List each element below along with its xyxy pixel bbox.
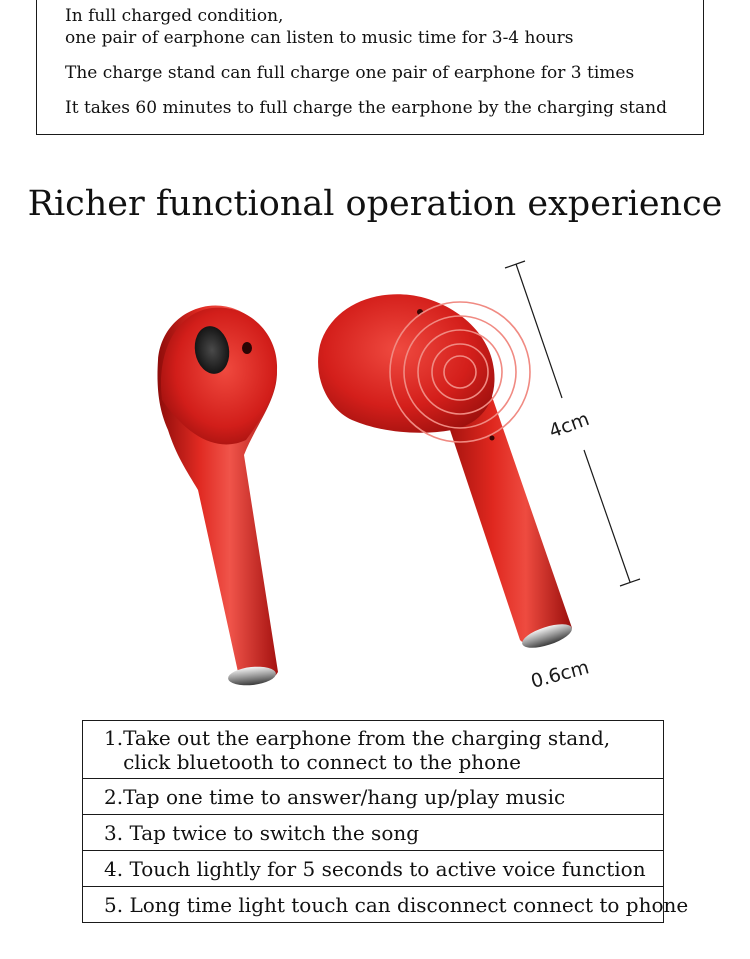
info-line: The charge stand can full charge one pair of earphone for 3 times xyxy=(65,63,635,83)
info-line: It takes 60 minutes to full charge the earphone by the charging stand xyxy=(65,98,667,118)
section-title: Richer functional operation experience xyxy=(27,184,723,224)
step-row xyxy=(83,850,663,886)
step-row xyxy=(83,778,663,814)
step-row xyxy=(83,721,663,778)
step-text: 3. Tap twice to switch the song xyxy=(104,820,420,845)
info-line: one pair of earphone can listen to music time for 3-4 hours xyxy=(65,28,574,48)
width-label: 0.6cm xyxy=(528,656,592,693)
info-line: In full charged condition, xyxy=(65,6,284,26)
battery-info-box xyxy=(36,0,704,135)
step-text: 5. Long time light touch can disconnect connect to phone xyxy=(104,892,689,917)
height-label: 4cm xyxy=(546,407,593,443)
step-row xyxy=(83,814,663,850)
step-text: 2.Tap one time to answer/hang up/play music xyxy=(104,784,566,809)
left-earbud xyxy=(157,305,278,687)
step-row xyxy=(83,886,689,922)
earphones-illustration xyxy=(0,250,750,710)
step-text: 1.Take out the earphone from the charging stand, click bluetooth to connect to the phone xyxy=(104,725,611,774)
step-text: 4. Touch lightly for 5 seconds to active voice function xyxy=(104,856,646,881)
operation-steps-table xyxy=(82,720,689,923)
